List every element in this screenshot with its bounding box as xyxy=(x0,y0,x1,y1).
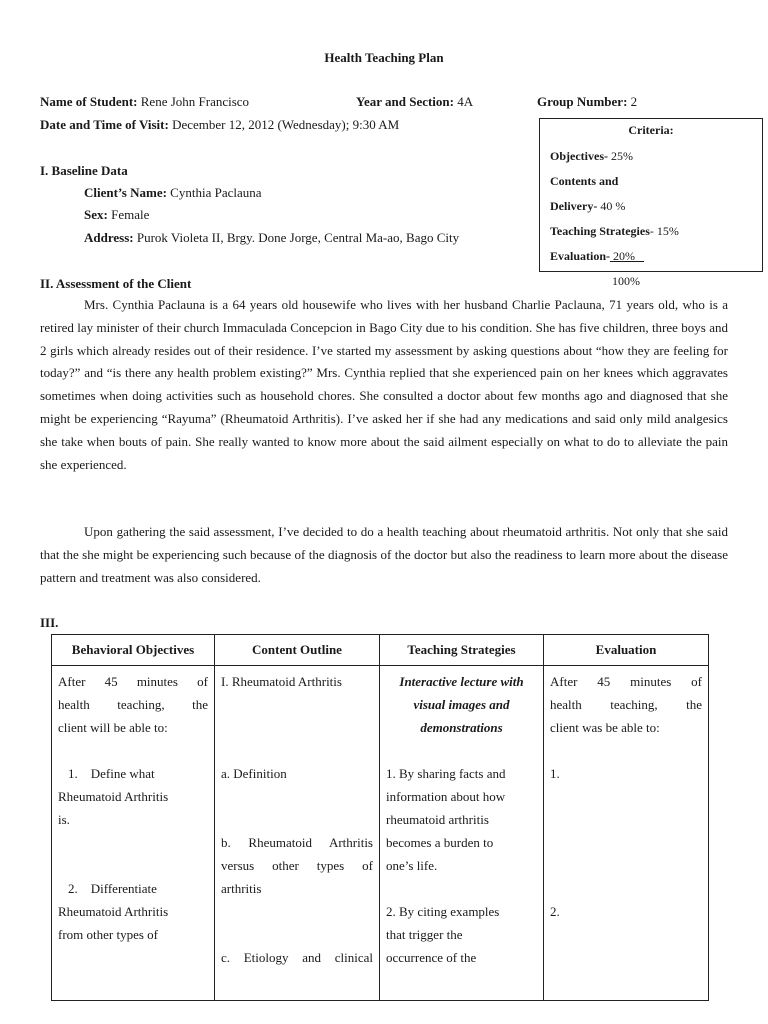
strategies-cell xyxy=(380,666,544,1001)
strategies-title-line3: demonstrations xyxy=(420,720,503,735)
content-item-b: b. Rheumatoid Arthritis xyxy=(221,835,373,850)
sex-line xyxy=(84,207,149,223)
year-section-line xyxy=(356,94,473,110)
objective-item-2-line3: from other types of xyxy=(58,927,159,942)
page-title: Health Teaching Plan xyxy=(324,50,444,65)
criteria-total: 100% xyxy=(612,274,640,288)
content-item-a: a. Definition xyxy=(221,766,287,781)
date-value: December 12, 2012 (Wednesday); 9:30 AM xyxy=(172,117,400,132)
objectives-intro-3: client will be able to: xyxy=(58,720,168,735)
criteria-box xyxy=(539,118,763,288)
strategy-item-2: 2. By citing examples xyxy=(386,904,500,919)
objectives-intro-2: health teaching, the xyxy=(58,697,208,712)
content-item-c: c. Etiology and clinical xyxy=(221,950,373,965)
content-item-b-line2: versus other types of xyxy=(221,858,373,873)
client-name-line xyxy=(84,185,262,201)
sex-label: Sex: xyxy=(84,207,108,222)
evaluation-cell xyxy=(544,666,709,1001)
client-name-label: Client’s Name: xyxy=(84,185,167,200)
section1-heading: I. Baseline Data xyxy=(40,163,128,178)
evaluation-intro-2: health teaching, the xyxy=(550,697,702,712)
section3-heading: III. xyxy=(40,615,59,630)
objective-item-1-line2: Rheumatoid Arthritis xyxy=(58,789,169,804)
assessment-paragraph-2 xyxy=(40,521,728,589)
criteria-strategies-value: - 15% xyxy=(649,224,679,238)
sex-value: Female xyxy=(111,207,150,222)
group-number-line xyxy=(537,94,637,110)
criteria-objectives xyxy=(550,149,633,164)
strategies-title-line2: visual images and xyxy=(413,697,510,712)
evaluation-item-1: 1. xyxy=(550,766,560,781)
objectives-cell xyxy=(52,666,215,1001)
visit-date-line xyxy=(40,117,399,133)
criteria-delivery-label: Delivery- xyxy=(550,199,598,213)
student-value: Rene John Francisco xyxy=(140,94,250,109)
group-label: Group Number: xyxy=(537,94,628,109)
content-item-b-line3: arthritis xyxy=(221,881,262,896)
section2-heading: II. Assessment of the Client xyxy=(40,276,192,291)
objectives-intro-1: After 45 minutes of xyxy=(58,674,208,689)
address-label: Address: xyxy=(84,230,134,245)
assessment-paragraph-2-text: Upon gathering the said assessment, I’ve decided to do a health teaching about rheumatoid arthritis. Not only that she said that the she might be experiencing such because of the diagnosis of the doctor but also the readiness to learn more about the disease pattern and treatment was also considered. xyxy=(40,524,728,585)
criteria-heading: Criteria: xyxy=(628,123,674,137)
criteria-strategies-label: Teaching Strategies xyxy=(550,224,650,238)
header-content-outline: Content Outline xyxy=(215,635,380,666)
criteria-delivery xyxy=(550,199,625,214)
strategy-item-1-line3: rheumatoid arthritis xyxy=(386,812,489,827)
objective-item-2: 2. Differentiate xyxy=(68,881,157,896)
date-label: Date and Time of Visit: xyxy=(40,117,169,132)
year-label: Year and Section: xyxy=(356,94,454,109)
address-line xyxy=(84,230,459,246)
strategy-item-1: 1. By sharing facts and xyxy=(386,766,506,781)
criteria-evaluation-label: Evaluation- xyxy=(550,249,611,263)
objective-item-2-line2: Rheumatoid Arthritis xyxy=(58,904,169,919)
strategy-item-1-line2: information about how xyxy=(386,789,506,804)
objective-item-1: 1. Define what xyxy=(68,766,155,781)
evaluation-intro-3: client was be able to: xyxy=(550,720,660,735)
criteria-contents: Contents and xyxy=(550,174,619,188)
evaluation-intro-1: After 45 minutes of xyxy=(550,674,702,689)
header-behavioral-objectives: Behavioral Objectives xyxy=(52,635,215,666)
criteria-evaluation xyxy=(550,249,644,264)
header-evaluation: Evaluation xyxy=(544,635,709,666)
strategy-item-2-line2: that trigger the xyxy=(386,927,463,942)
table-row xyxy=(52,666,709,1001)
student-label: Name of Student: xyxy=(40,94,138,109)
table-header-row xyxy=(52,635,709,666)
assessment-paragraph-1 xyxy=(40,294,728,476)
strategies-title: Interactive lecture with xyxy=(399,674,524,689)
group-value: 2 xyxy=(630,94,638,109)
strategy-item-2-line3: occurrence of the xyxy=(386,950,477,965)
assessment-paragraph-1-text: Mrs. Cynthia Paclauna is a 64 years old housewife who lives with her husband Charlie Paclauna, 71 years old, who is a retired lay minister of their church Immaculada Concepcion in Bago City due to his condition. She has five children, three boys and 2 girls which already resides out of their residence. I’ve started my assessment by asking questions about “how they are feeling for today?” and “is there any health problem existing?” Mrs. Cynthia replied that she experienced pain on her knees which aggravates sometimes when doing activities such as household chores. She consulted a doctor about few months ago and diagnosed that she might be experiencing “Rayuma” (Rheumatoid Arthritis). I’ve asked her if she had any medications and said only mild analgesics she take when bouts of pain. She really wanted to know more about the said ailment especially on what to do to alleviate the pain she experienced. xyxy=(40,297,728,472)
criteria-strategies xyxy=(550,224,679,239)
evaluation-item-2: 2. xyxy=(550,904,560,919)
client-name-value: Cynthia Paclauna xyxy=(170,185,262,200)
criteria-delivery-value: 40 % xyxy=(600,199,626,213)
year-value: 4A xyxy=(457,94,474,109)
strategy-item-1-line5: one’s life. xyxy=(386,858,438,873)
address-value: Purok Violeta II, Brgy. Done Jorge, Central Ma-ao, Bago City xyxy=(136,230,460,245)
header-teaching-strategies: Teaching Strategies xyxy=(380,635,544,666)
student-name-line xyxy=(40,94,249,110)
content-title: I. Rheumatoid Arthritis xyxy=(221,674,342,689)
content-cell xyxy=(215,666,380,1001)
strategy-item-1-line4: becomes a burden to xyxy=(386,835,494,850)
criteria-objectives-value: 25% xyxy=(610,149,633,163)
teaching-plan-table xyxy=(51,634,709,1001)
criteria-evaluation-value: 20% xyxy=(610,249,636,263)
criteria-objectives-label: Objectives- xyxy=(550,149,608,163)
objective-item-1-line3: is. xyxy=(58,812,70,827)
